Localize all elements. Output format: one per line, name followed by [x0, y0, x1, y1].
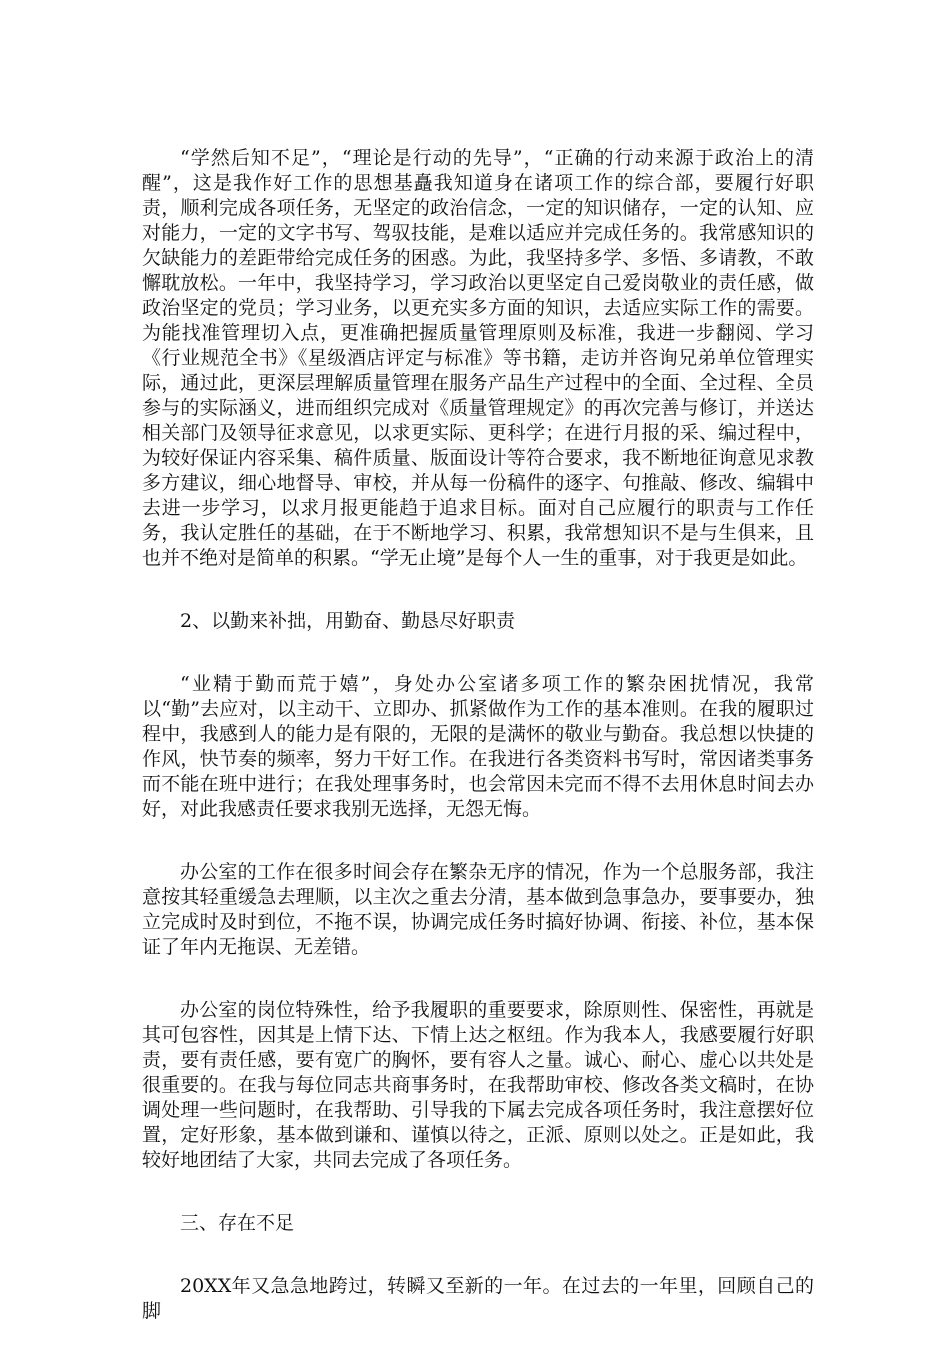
document-page	[142, 146, 814, 1362]
section-heading-shortcomings: 三、存在不足	[180, 1212, 295, 1234]
section-heading-diligence: 2、以勤来补拙，用勤奋、勤恳尽好职责	[180, 610, 516, 632]
paragraph-office-position: 办公室的岗位特殊性，给予我履职的重要要求，除原则性、保密性，再就是其可包容性，因其是上情下达、下情上达之枢纽。作为我本人，我感要履行好职责，要有责任感，要有宽广的胸怀，要有容人之量。诚心、耐心、虚心以共处是很重要的。在我与每位同志共商事务时，在我帮助审校、修改各类文稿时，在协调处理一些问题时，在我帮助、引导我的下属去完成各项任务时，我注意摆好位置，定好形象，基本做到谦和、谨慎以待之，正派、原则以处之。正是如此，我较好地团结了大家，共同去完成了各项任务。	[142, 999, 814, 1171]
paragraph-study: “学然后知不足”，“理论是行动的先导”，“正确的行动来源于政治上的清醒”，这是我作好工作的思想基矗我知道身在诸项工作的综合部，要履行好职责，顺利完成各项任务，无坚定的政治信念，一定的知识储存，一定的认知、应对能力，一定的文字书写、驾驭技能，是难以适应并完成任务的。我常感知识的欠缺能力的差距带给完成任务的困惑。为此，我坚持多学、多悟、多请教，不敢懈耽放松。一年中，我坚持学习，学习政治以更坚定自己爱岗敬业的责任感，做政治坚定的党员；学习业务，以更充实多方面的知识，去适应实际工作的需要。为能找准管理切入点，更准确把握质量管理原则及标准，我进一步翻阅、学习《行业规范全书》《星级酒店评定与标准》等书籍，走访并咨询兄弟单位管理实际，通过此，更深层理解质量管理在服务产品生产过程中的全面、全过程、全员参与的实际涵义，进而组织完成对《质量管理规定》的再次完善与修订，并送达相关部门及领导征求意见，以求更实际、更科学；在进行月报的采、编过程中，为较好保证内容采集、稿件质量、版面设计等符合要求，我不断地征询意见求教多方建议，细心地督导、审校，并从每一份稿件的逐字、句推敲、修改、编辑中去进一步学习，以求月报更能趋于追求目标。面对自己应履行的职责与工作任务，我认定胜任的基础，在于不断地学习、积累，我常想知识不是与生俱来，且也并不绝对是简单的积累。“学无止境”是每个人一生的重事，对于我更是如此。	[142, 147, 814, 569]
paragraph-diligence: “业精于勤而荒于嬉”，身处办公室诸多项工作的繁杂困扰情况，我常以“勤”去应对，以主动干、立即办、抓紧做作为工作的基本准则。在我的履职过程中，我感到人的能力是有限的，无限的是满怀的敬业与勤奋。我总想以快捷的作风，快节奏的频率，努力干好工作。在我进行各类资料书写时，常因诸类事务而不能在班中进行；在我处理事务时，也会常因未完而不得不去用休息时间去办好，对此我感责任要求我别无选择，无怨无悔。	[142, 673, 814, 820]
paragraph-year-review: 20XX年又急急地跨过，转瞬又至新的一年。在过去的一年里，回顾自己的脚	[142, 1275, 814, 1322]
paragraph-office-work: 办公室的工作在很多时间会存在繁杂无序的情况，作为一个总服务部，我注意按其轻重缓急去理顺，以主次之重去分清，基本做到急事急办，要事要办，独立完成时及时到位，不拖不误，协调完成任务时搞好协调、衔接、补位，基本保证了年内无拖误、无差错。	[142, 861, 814, 958]
